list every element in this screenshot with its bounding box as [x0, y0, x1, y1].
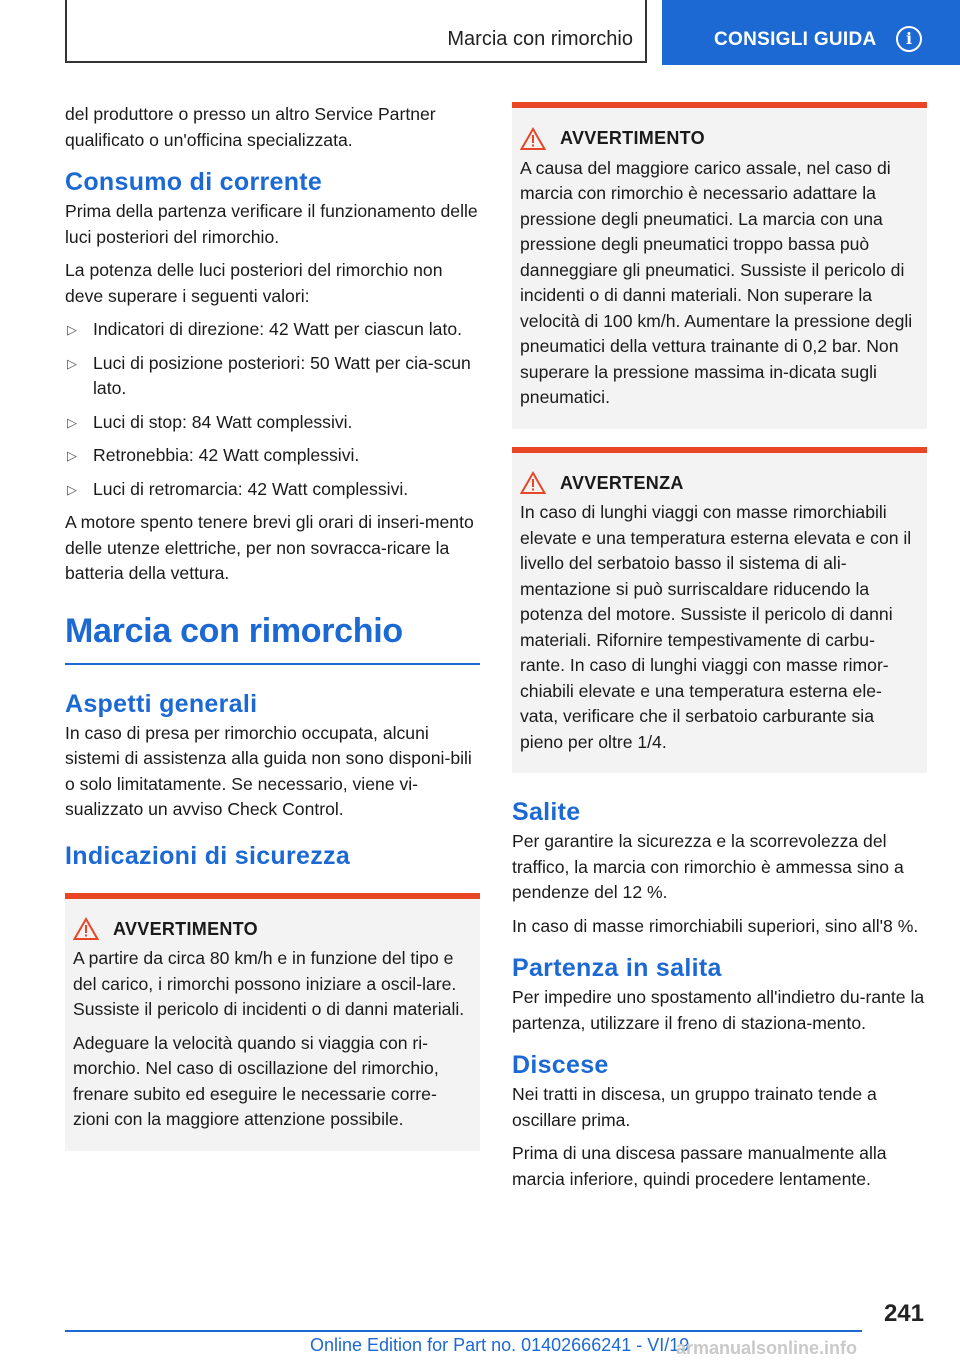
left-column — [65, 102, 480, 1159]
heading-consumo: Consumo di corrente — [65, 168, 323, 196]
consumo-paragraph-2: La potenza delle luci posteriori del rimorchio non deve superare i seguenti valori: — [65, 260, 443, 306]
footer-divider — [65, 1330, 862, 1332]
salite-paragraph-1: Per garantire la sicurezza e la scorrevolezza del traffico, la marcia con rimorchio è ammessa sino a pendenze del 12 %. — [512, 831, 904, 902]
triangle-bullet-icon: ▷ — [67, 414, 77, 430]
notice-paragraph: In caso di lunghi viaggi con masse rimorchiabili elevate e una temperatura esterna elevata e con il livello del serbatoio basso il sistema di ali-mentazione si può surriscaldare riducendo la potenza del motore. Sussiste il pericolo di danni materiali. Rifornire tempestivamente di carbu-rante. In caso di lunghi viaggi con masse rimor-chiabili elevate e una temperatura esterna ele-vata, verificare che il serbatoio carburante sia pieno per oltre 1/4. — [520, 502, 912, 752]
power-list — [65, 317, 480, 502]
page-header — [0, 0, 960, 66]
triangle-bullet-icon: ▷ — [67, 322, 77, 337]
partenza-paragraph: Per impedire uno spostamento all'indietro du-rante la partenza, utilizzare il freno di staziona-mento. — [512, 987, 925, 1033]
watermark: armanualsonline.info — [676, 1338, 858, 1358]
main-heading: Marcia con rimorchio — [65, 611, 480, 665]
triangle-bullet-icon: ▷ — [67, 481, 77, 497]
page-number: 241 — [883, 1300, 924, 1327]
warning-paragraph: A partire da circa 80 km/h e in funzione del tipo e del carico, i rimorchi possono iniziare a oscil-lare. Sussiste il pericolo di incidenti o di danni materiali. — [73, 948, 465, 1019]
section-tab — [65, 0, 647, 63]
warning-title: AVVERTIMENTO — [560, 128, 705, 148]
section-title: Marcia con rimorchio — [447, 28, 633, 50]
consumo-paragraph-1: Prima della partenza verificare il funzionamento delle luci posteriori del rimorchio. — [65, 201, 478, 247]
heading-aspetti: Aspetti generali — [65, 689, 258, 718]
salite-paragraph-2: In caso di masse rimorchiabili superiori, sino all'8 %. — [512, 915, 919, 936]
warning-paragraph: Adeguare la velocità quando si viaggia con ri-morchio. Nel caso di oscillazione del rimorchio, frenare subito ed eseguire le necessarie corre-zioni con la maggiore attenzione possibile. — [73, 1032, 439, 1129]
heading-discese: Discese — [512, 1051, 609, 1079]
warning-triangle-icon — [520, 471, 560, 495]
discese-paragraph-1: Nei tratti in discesa, un gruppo trainato tende a oscillare prima. — [512, 1084, 877, 1130]
warning-triangle-icon — [73, 917, 113, 941]
heading-salite: Salite — [512, 798, 581, 826]
warning-paragraph: A causa del maggiore carico assale, nel caso di marcia con rimorchio è necessario adattare la pressione degli pneumatici. La marcia con una pressione degli pneumatici troppo bassa può danneggiare gli pneumatici. Sussiste il pericolo di incidenti o di danni materiali. Non superare la velocità di 100 km/h. Aumentare la pressione degli pneumatici della vettura trainante di 0,2 bar. Non superare la pressione massima in-dicata sugli pneumatici. — [520, 157, 913, 407]
chapter-tab[interactable] — [662, 0, 960, 65]
warning-title: AVVERTIMENTO — [113, 918, 258, 939]
list-item: ▷ Luci di stop: 84 Watt complessivi. — [65, 410, 480, 436]
notice-box — [512, 447, 927, 774]
notice-title: AVVERTENZA — [560, 472, 684, 493]
heading-sicurezza: Indicazioni di sicurezza — [65, 841, 351, 870]
list-item: ▷ Luci di retromarcia: 42 Watt complessivi. — [65, 477, 480, 503]
chapter-label: CONSIGLI GUIDA — [714, 29, 877, 50]
intro-paragraph: del produttore o presso un altro Service Partner qualificato o un'officina specializzata. — [65, 104, 436, 150]
heading-partenza: Partenza in salita — [512, 954, 722, 982]
triangle-bullet-icon: ▷ — [67, 448, 77, 463]
list-item: ▷ Luci di posizione posteriori: 50 Watt per cia-scun lato. — [67, 352, 471, 398]
warning-box — [65, 893, 480, 1151]
edition-text: Online Edition for Part no. 01402666241 - VI/19 — [310, 1335, 690, 1355]
triangle-bullet-icon: ▷ — [67, 355, 77, 371]
list-item: ▷ Indicatori di direzione: 42 Watt per ciascun lato. — [65, 317, 480, 343]
warning-triangle-icon — [520, 127, 560, 151]
discese-paragraph-2: Prima di una discesa passare manualmente alla marcia inferiore, quindi procedere lentamente. — [512, 1143, 887, 1189]
warning-box — [512, 102, 927, 429]
aspetti-paragraph: In caso di presa per rimorchio occupata, alcuni sistemi di assistenza alla guida non sono disponi-bili o solo limitatamente. Se necessario, viene vi-sualizzato un avviso Check Control. — [65, 722, 472, 819]
consumo-paragraph-3: A motore spento tenere brevi gli orari di inseri-mento delle utenze elettriche, per non sovracca-ricare la batteria della vettura. — [65, 512, 474, 583]
info-icon: i — [896, 26, 922, 52]
list-item: ▷ Retronebbia: 42 Watt complessivi. — [65, 443, 480, 469]
right-column — [512, 102, 927, 1200]
